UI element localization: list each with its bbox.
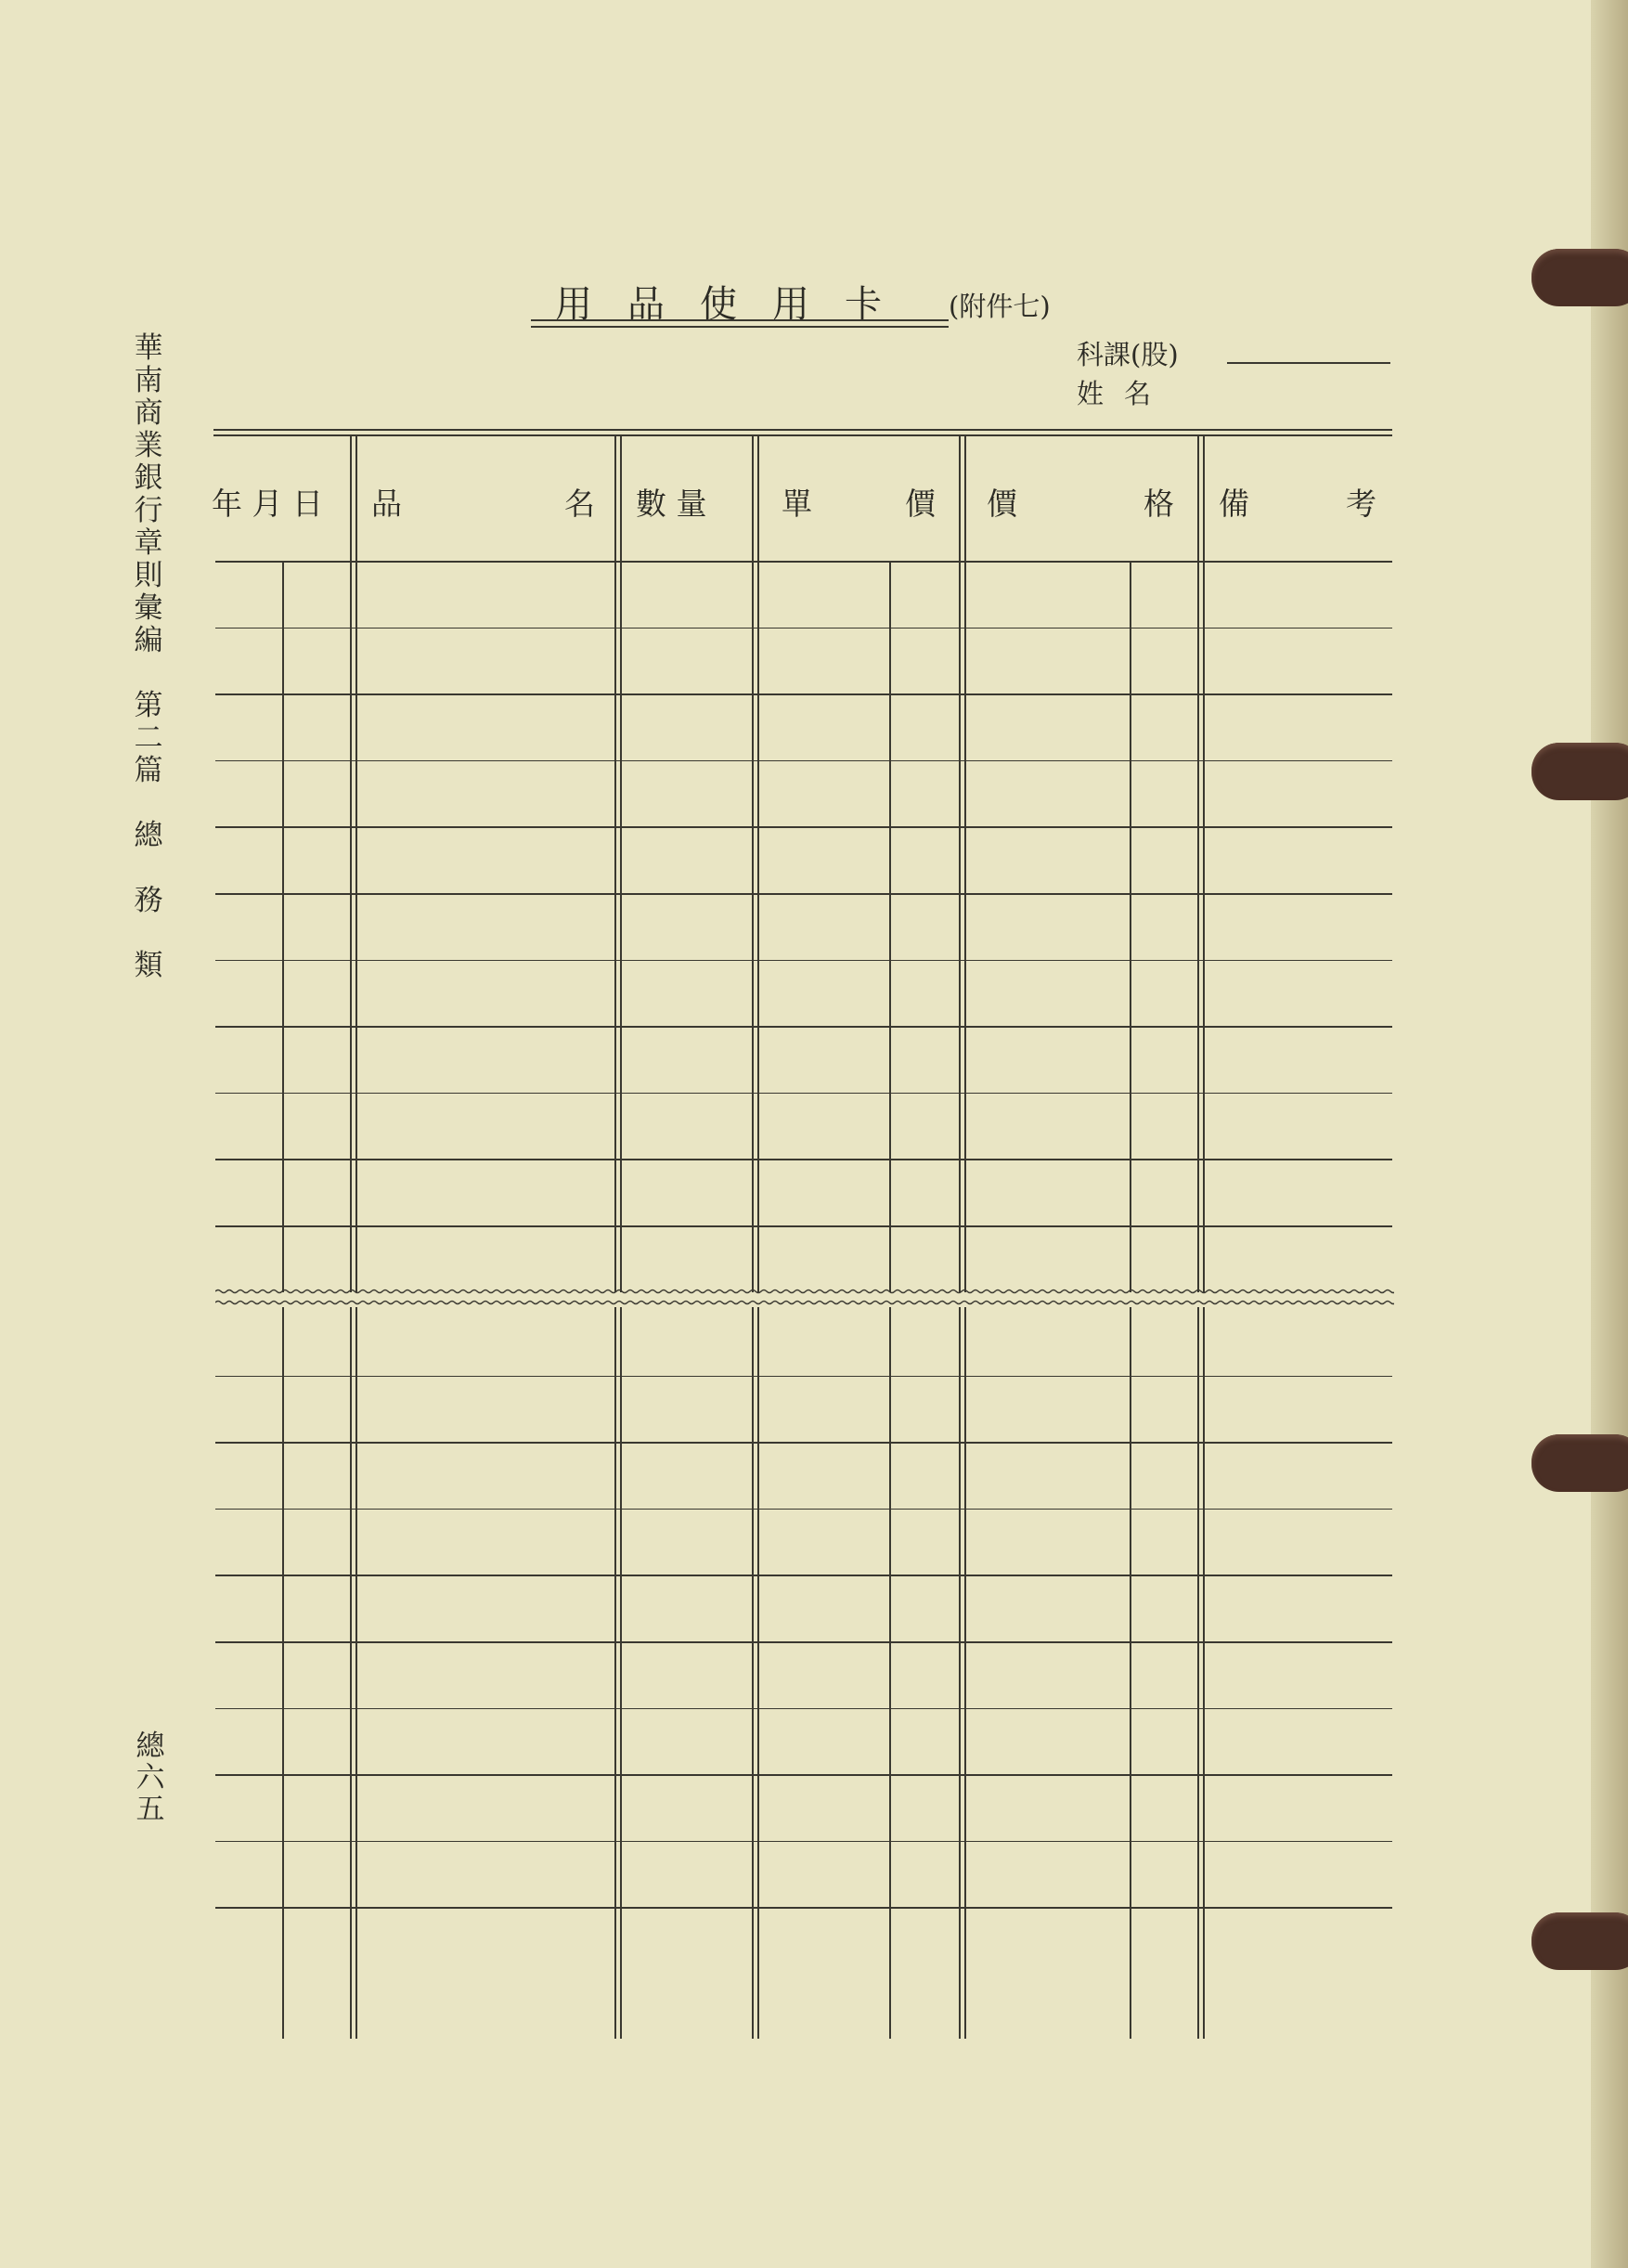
spine-char: 第 <box>134 689 163 722</box>
spine-char: 則 <box>134 559 163 592</box>
spine-char: 務 <box>134 884 163 917</box>
column-line <box>757 1307 759 2039</box>
top-rule <box>213 429 1392 431</box>
table-row-line <box>215 1225 1392 1227</box>
table-header: 價 <box>905 486 936 522</box>
table-header: 備 <box>1219 486 1249 522</box>
spine-char: 總 <box>134 819 163 852</box>
spine-char: 銀 <box>134 461 163 495</box>
table-row-line <box>215 1376 1392 1378</box>
table-row-line <box>215 1907 1392 1909</box>
column-line <box>614 1307 616 2039</box>
spine-char <box>130 787 167 820</box>
binding-ring <box>1531 1434 1628 1492</box>
spine-char: 二 <box>134 721 163 755</box>
spine-char <box>130 917 167 950</box>
table-header: 價 <box>987 486 1017 522</box>
spine-char: 編 <box>134 624 163 657</box>
column-line <box>959 436 961 1292</box>
table-row-line <box>215 1159 1392 1160</box>
title-underline <box>531 319 949 328</box>
table-row-line <box>215 1026 1392 1028</box>
binding-ring <box>1531 1912 1628 1970</box>
column-line <box>1197 436 1199 1292</box>
table-row-line <box>215 1093 1392 1095</box>
table-row-line <box>215 628 1392 629</box>
table-row-line <box>215 1774 1392 1776</box>
column-line <box>1130 561 1131 1292</box>
table-row-line <box>215 693 1392 695</box>
column-line <box>355 1307 357 2039</box>
table-row-line <box>215 1575 1392 1576</box>
table-header: 單 <box>782 486 812 522</box>
spine-char: 類 <box>134 949 163 982</box>
spine-char: 章 <box>134 526 163 560</box>
table-row-line <box>215 1641 1392 1643</box>
department-label: 科課(股) <box>1077 339 1179 370</box>
form-title: 用品使用卡 <box>555 283 917 326</box>
table-header: 名 <box>564 486 595 522</box>
table-row-line <box>215 1841 1392 1843</box>
spine-char <box>130 657 167 690</box>
column-line <box>282 1307 284 2039</box>
table-row-line <box>215 893 1392 895</box>
column-line <box>964 436 966 1292</box>
spine-char: 商 <box>134 396 163 430</box>
table-row-line <box>215 1442 1392 1444</box>
column-line <box>1203 436 1205 1292</box>
table-row-line <box>215 1708 1392 1710</box>
column-line <box>614 436 616 1292</box>
column-line <box>350 436 352 1292</box>
header-rule <box>215 561 1392 563</box>
column-line <box>1203 1307 1205 2039</box>
column-line <box>620 436 622 1292</box>
name-label: 姓名 <box>1077 378 1172 409</box>
column-line <box>1197 1307 1199 2039</box>
column-line <box>889 561 891 1292</box>
column-line <box>889 1307 891 2039</box>
column-line <box>350 1307 352 2039</box>
page-number-char: 六 <box>136 1761 165 1795</box>
spine-char: 華 <box>134 331 163 365</box>
column-line <box>964 1307 966 2039</box>
binding-ring <box>1531 249 1628 306</box>
column-line <box>620 1307 622 2039</box>
annex-label: (附件七) <box>949 291 1051 322</box>
spine-char: 業 <box>134 429 163 462</box>
column-line <box>752 436 754 1292</box>
spine-char: 南 <box>134 364 163 397</box>
column-line <box>1130 1307 1131 2039</box>
table-header: 品 <box>371 486 402 522</box>
table-row-line <box>215 826 1392 828</box>
table-row-line <box>215 960 1392 962</box>
spine-char: 彙 <box>134 591 163 625</box>
page-number-char: 總 <box>136 1730 165 1763</box>
spine-text <box>130 332 167 982</box>
column-line <box>959 1307 961 2039</box>
page-number <box>132 1730 169 1825</box>
table-break-wave <box>215 1284 1394 1312</box>
column-line <box>752 1307 754 2039</box>
table-header: 數 量 <box>636 486 707 522</box>
table-header: 年 月 日 <box>212 486 323 522</box>
spine-char: 行 <box>134 494 163 527</box>
column-line <box>757 436 759 1292</box>
table-row-line <box>215 760 1392 762</box>
top-rule <box>213 434 1392 436</box>
column-line <box>355 436 357 1292</box>
table-row-line <box>215 1509 1392 1510</box>
spine-char <box>130 852 167 885</box>
binding-ring <box>1531 743 1628 800</box>
page-number-char: 五 <box>136 1793 165 1826</box>
spine-char: 篇 <box>134 754 163 787</box>
column-line <box>282 561 284 1292</box>
table-header: 格 <box>1143 486 1174 522</box>
table-header: 考 <box>1346 486 1376 522</box>
department-field[interactable] <box>1227 362 1390 364</box>
